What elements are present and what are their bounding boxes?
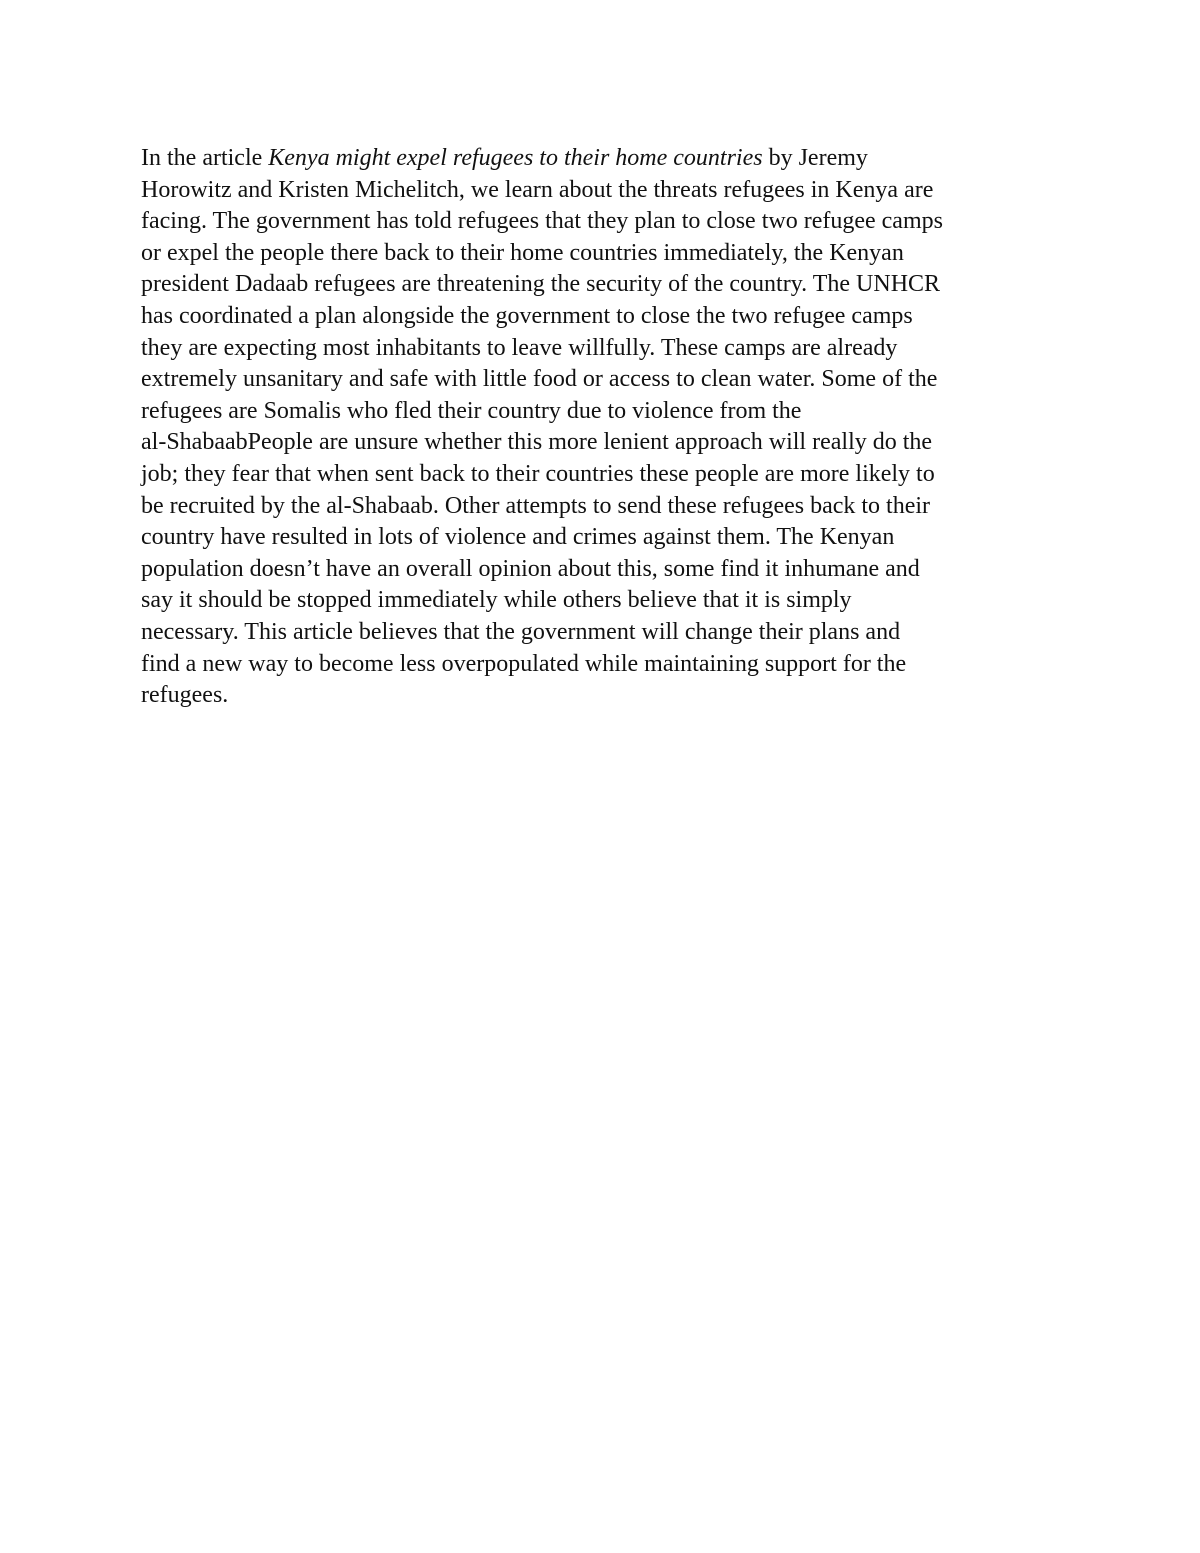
byline-start: by Jeremy [762, 145, 868, 171]
paragraph-line: has coordinated a plan alongside the government to close the two refugee camps [141, 302, 913, 329]
paragraph-line: extremely unsanitary and safe with little food or access to clean water. Some of the [141, 366, 938, 393]
paragraph-line: president Dadaab refugees are threatening the security of the country. The UNHCR [141, 271, 941, 298]
paragraph-line: Horowitz and Kristen Michelitch, we learn about the threats refugees in Kenya are [141, 176, 934, 203]
paragraph-line: say it should be stopped immediately while others believe that it is simply [141, 587, 852, 614]
paragraph-line: al-ShabaabPeople are unsure whether this more lenient approach will really do the [141, 429, 933, 456]
paragraph-line: they are expecting most inhabitants to leave willfully. These camps are already [141, 334, 898, 361]
paragraph-line: necessary. This article believes that the government will change their plans and [141, 618, 901, 645]
article-title: Kenya might expel refugees to their home countries [268, 145, 763, 171]
paragraph-line: or expel the people there back to their home countries immediately, the Kenyan [141, 239, 904, 266]
paragraph-line: refugees. [141, 682, 229, 709]
paragraph-line: refugees are Somalis who fled their country due to violence from the [141, 397, 802, 424]
intro-text: In the article [141, 145, 269, 171]
paragraph-line: facing. The government has told refugees that they plan to close two refugee camps [141, 208, 943, 235]
paragraph-line-1 [141, 143, 1081, 175]
body-paragraph [141, 143, 1081, 712]
paragraph-line: population doesn’t have an overall opinion about this, some find it inhumane and [141, 555, 920, 582]
paragraph-line: country have resulted in lots of violence and crimes against them. The Kenyan [141, 524, 895, 551]
paragraph-line: job; they fear that when sent back to their countries these people are more likely to [141, 460, 935, 487]
paragraph-line: find a new way to become less overpopulated while maintaining support for the [141, 650, 907, 677]
paragraph-line: be recruited by the al-Shabaab. Other attempts to send these refugees back to their [141, 492, 931, 519]
